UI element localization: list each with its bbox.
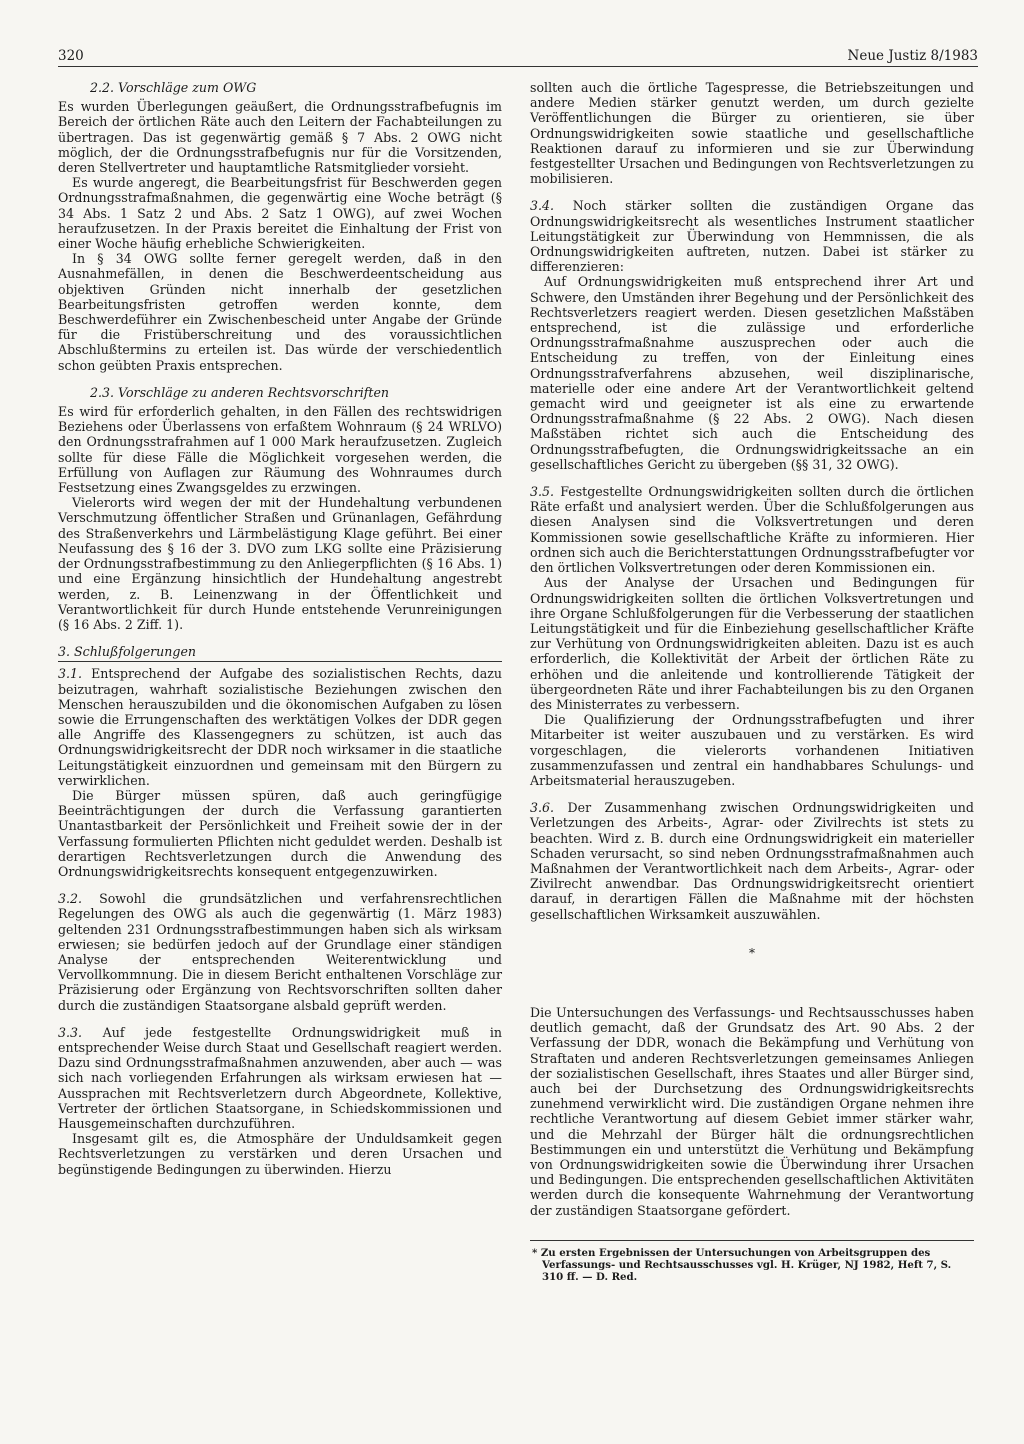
- paragraph-3-1: [58, 666, 502, 788]
- section-number: 3.3.: [58, 1024, 83, 1040]
- paragraph: Die Untersuchungen des Verfassungs- und Rechtsausschusses haben deutlich gemacht, daß der Grundsatz des Art. 90 Abs. 2 der Verfassung der DDR, wonach die Bekämpfung und Verhütung von Straftaten und anderen Rechtsverletzungen gemeinsames Anliegen der sozialistischen Gesellschaft, ihres Staates und aller Bürger sind, auch bei der Durchsetzung des Ordnungswidrigkeitsrechts zunehmend verwirklicht wird. Die zuständigen Organe nehmen ihre rechtliche Verantwortung auf diesem Gebiet immer stärker wahr, und die Mehrzahl der Bürger hält die ordnungsrechtlichen Bestimmungen ein und unterstützt die Verhütung und Bekämpfung von Ordnungswidrigkeiten sowie die Überwindung ihrer Ursachen und Bedingungen. Die entsprechenden gesellschaftlichen Aktivitäten werden durch die konsequente Wahrnehmung der Verantwortung der zuständigen Staatsorgane gefördert.: [530, 1004, 974, 1218]
- footnote-divider: [530, 1240, 974, 1241]
- page-header: [58, 46, 978, 67]
- page-number: 320: [58, 48, 84, 64]
- paragraph-3-6: [530, 800, 974, 922]
- paragraph-3-2: [58, 891, 502, 1013]
- paragraph: sollten auch die örtliche Tagespresse, die Betriebszeitungen und andere Medien stärker genutzt werden, um durch gezielte Veröffentlichungen die Bürger zu orientieren, sie über Ordnungswidrigkeiten sowie staatliche und gesellschaftliche Reaktionen darauf zu informieren und sie zur Überwindung festgestellter Ursachen und Bedingungen von Rechtsverletzungen zu mobilisieren.: [530, 80, 974, 187]
- paragraph: Auf Ordnungswidrigkeiten muß entsprechend ihrer Art und Schwere, den Umständen ihrer Begehung und der Persönlichkeit des Rechtsverletzers reagiert werden. Diesen gesetzlichen Maßstäben entsprechend, ist die zulässige und erforderliche Ordnungsstrafmaßnahme auszusprechen oder auch die Entscheidung zu treffen, von der Einleitung eines Ordnungsstrafverfahrens abzusehen, weil disziplinarische, materielle oder eine andere Art der Verantwortlichkeit geltend gemacht wird und geeigneter ist als eine zu erwartende Ordnungsstrafmaßnahme (§ 22 Abs. 2 OWG). Nach diesen Maßstäben richtet sich auch die Entscheidung des Ordnungsstrafbefugten, die Ordnungswidrigkeitssache an ein gesellschaftliches Gericht zu übergeben (§§ 31, 32 OWG).: [530, 274, 974, 472]
- paragraph: Aus der Analyse der Ursachen und Bedingungen für Ordnungswidrigkeiten sollten die örtlichen Volksvertretungen und ihre Organe Schlußfolgerungen für die Verbesserung der staatlichen Leitungstätigkeit und für die Einbeziehung gesellschaftlicher Kräfte zur Verhütung von Ordnungswidrigkeiten ableiten. Dazu ist es auch erforderlich, die Kollektivität der Arbeit der örtlichen Räte zu erhöhen und die anleitende und kontrollierende Tätigkeit der übergeordneten Räte und ihrer Fachabteilungen bis zu den Organen des Ministerrates zu verbessern.: [530, 575, 974, 712]
- paragraph-text: Sowohl die grundsätzlichen und verfahrensrechtlichen Regelungen des OWG als auch die gegenwärtig (1. März 1983) geltenden 231 Ordnungsstrafbestimmungen haben sich als wirksam erwiesen; sie bedürfen jedoch auf der Grundlage einer ständigen Analyse der entsprechenden Weiterentwicklung und Vervollkommnung. Die in diesem Bericht enthaltenen Vorschläge zur Präzisierung oder Ergänzung von Rechtsvorschriften sollten daher durch die zuständigen Staatsorgane alsbald geprüft werden.: [58, 891, 502, 1013]
- paragraph: Die Qualifizierung der Ordnungsstrafbefugten und ihrer Mitarbeiter ist weiter auszubauen und zu verstärken. Es wird vorgeschlagen, die vielerorts vorhandenen Initiativen zusammenzufassen und zentral ein handhabbares Schulungs- und Arbeitsmaterial herauszugeben.: [530, 712, 974, 788]
- section-heading-3: 3. Schlußfolgerungen: [58, 644, 502, 662]
- section-heading-2-2: 2.2. Vorschläge zum OWG: [90, 80, 257, 95]
- paragraph-text: Der Zusammenhang zwischen Ordnungswidrigkeiten und Verletzungen des Arbeits-, Agrar- oder Zivilrechts ist stets zu beachten. Wird z. B. durch eine Ordnungswidrigkeit ein materieller Schaden verursacht, so sind neben Ordnungsstrafmaßnahmen auch Maßnahmen der Verantwortlichkeit nach dem Arbeits-, Agrar- oder Zivilrecht anwendbar. Das Ordnungswidrigkeitsrecht orientiert darauf, in derartigen Fällen die Maßnahme mit der höchsten gesellschaftlichen Wirksamkeit auszuwählen.: [530, 800, 974, 922]
- section-number: 3.4.: [530, 198, 555, 214]
- section-number: 3.6.: [530, 800, 555, 816]
- paragraph: Vielerorts wird wegen der mit der Hundehaltung verbundenen Verschmutzung öffentlicher Straßen und Grünanlagen, Gefährdung des Straßenverkehrs und Lärmbelästigung Klage geführt. Bei einer Neufassung des § 16 der 3. DVO zum LKG sollte eine Präzisierung der Ordnungsstrafbestimmung zu den Anliegerpflichten (§ 16 Abs. 1) und eine Ergänzung hinsichtlich der Hundehaltung angestrebt werden, z. B. Leinenzwang in der Öffentlichkeit und Verantwortlichkeit für durch Hunde entstehende Verunreinigungen (§ 16 Abs. 2 Ziff. 1).: [58, 495, 502, 632]
- section-heading-2-3: 2.3. Vorschläge zu anderen Rechtsvorschriften: [90, 384, 390, 400]
- paragraph-text: Noch stärker sollten die zuständigen Organe das Ordnungswidrigkeitsrecht als wesentliches Instrument staatlicher Leitungstätigkeit zur Überwindung von Hemmnissen, die als Ordnungswidrigkeiten auftreten, nutzen. Dabei ist stärker zu differenzieren:: [530, 198, 974, 275]
- left-column: [58, 80, 502, 1177]
- paragraph: Es wurden Überlegungen geäußert, die Ordnungsstrafbefugnis im Bereich der örtlichen Räte auch den Leitern der Fachabteilungen zu übertragen. Das ist gegenwärtig gemäß § 7 Abs. 2 OWG nicht möglich, der die Ordnungsstrafbefugnis nur für die Vorsitzenden, deren Stellvertreter und hauptamtliche Ratsmitglieder vorsieht.: [58, 99, 502, 176]
- paragraph-3-4: [530, 198, 974, 274]
- paragraph-text: Entsprechend der Aufgabe des sozialistischen Rechts, dazu beizutragen, wahrhaft sozialistische Beziehungen zwischen den Menschen herauszubilden und die ökonomischen Aufgaben zu lösen sowie die Errungenschaften des werktätigen Volkes der DDR gegen alle Angriffe des Klassengegners zu schützen, ist auch das Ordnungswidrigkeitsrecht der DDR noch wirksamer in die staatliche Leitungstätigkeit einzuordnen und gemeinsam mit den Bürgern zu verwirklichen.: [58, 666, 502, 788]
- paragraph-text: Festgestellte Ordnungswidrigkeiten sollten durch die örtlichen Räte erfaßt und analysiert werden. Über die Schlußfolgerungen aus diesen Analysen sind die Volksvertretungen und deren Kommissionen sowie gesellschaftliche Kräfte zu informieren. Hier ordnen sich auch die Berichterstattungen Ordnungsstrafbefugter vor den örtlichen Volksvertretungen oder deren Kommissionen ein.: [530, 484, 974, 576]
- paragraph-3-5: [530, 484, 974, 575]
- section-number: 3.5.: [530, 484, 555, 500]
- paragraph-3-3: [58, 1025, 502, 1131]
- paragraph: In § 34 OWG sollte ferner geregelt werden, daß in den Ausnahmefällen, in denen die Beschwerdeentscheidung aus objektiven Gründen nicht innerhalb der gesetzlichen Bearbeitungsfristen getroffen werden konnte, dem Beschwerdeführer ein Zwischenbescheid unter Angabe der Gründe für die Fristüberschreitung und des voraussichtlichen Abschlußtermins zu erteilen ist. Das würde der verschiedentlich schon geübten Praxis entsprechen.: [58, 251, 502, 373]
- paragraph: Die Bürger müssen spüren, daß auch geringfügige Beeinträchtigungen der durch die Verfassung garantierten Unantastbarkeit der Persönlichkeit und Freiheit sowie der in der Verfassung formulierten Pflichten nicht geduldet werden. Deshalb ist derartigen Rechtsverletzungen durch die Anwendung des Ordnungswidrigkeitsrechts konsequent entgegenzuwirken.: [58, 787, 502, 879]
- journal-issue: Neue Justiz 8/1983: [847, 48, 978, 64]
- right-column: [530, 80, 974, 1283]
- footnote: * Zu ersten Ergebnissen der Untersuchungen von Arbeitsgruppen des Verfassungs- und Rechtsausschusses vgl. H. Krüger, NJ 1982, Heft 7, S. 310 ff. — D. Red.: [532, 1246, 952, 1283]
- paragraph: Insgesamt gilt es, die Atmosphäre der Unduldsamkeit gegen Rechtsverletzungen zu verstärken und deren Ursachen und begünstigende Bedingungen zu überwinden. Hierzu: [58, 1131, 502, 1177]
- section-separator: *: [749, 945, 755, 960]
- paragraph: Es wird für erforderlich gehalten, in den Fällen des rechtswidrigen Beziehens oder Überlassens von erfaßtem Wohnraum (§ 24 WRLVO) den Ordnungsstrafrahmen auf 1 000 Mark heraufzusetzen. Zugleich sollte für diese Fälle die Möglichkeit vorgesehen werden, die Erfüllung von Auflagen zur Räumung des Wohnraumes durch Festsetzung eines Zwangsgeldes zu erzwingen.: [58, 404, 502, 496]
- section-number: 3.1.: [58, 666, 83, 682]
- paragraph-text: Auf jede festgestellte Ordnungswidrigkeit muß in entsprechender Weise durch Staat und Gesellschaft reagiert werden. Dazu sind Ordnungsstrafmaßnahmen anzuwenden, aber auch — was sich nach vorliegenden Erfahrungen als wirksam erwiesen hat — Aussprachen mit Rechtsverletzern durch Abgeordnete, Kollektive, Vertreter der örtlichen Staatsorgane, in Schiedskommissionen und Hausgemeinschaften durchzuführen.: [58, 1024, 502, 1131]
- section-number: 3.2.: [58, 891, 83, 907]
- paragraph: Es wurde angeregt, die Bearbeitungsfrist für Beschwerden gegen Ordnungsstrafmaßnahmen, die gegenwärtig eine Woche beträgt (§ 34 Abs. 1 Satz 2 und Abs. 2 Satz 1 OWG), auf zwei Wochen heraufzusetzen. In der Praxis bereitet die Einhaltung der Frist von einer Woche häufig erhebliche Schwierigkeiten.: [58, 175, 502, 252]
